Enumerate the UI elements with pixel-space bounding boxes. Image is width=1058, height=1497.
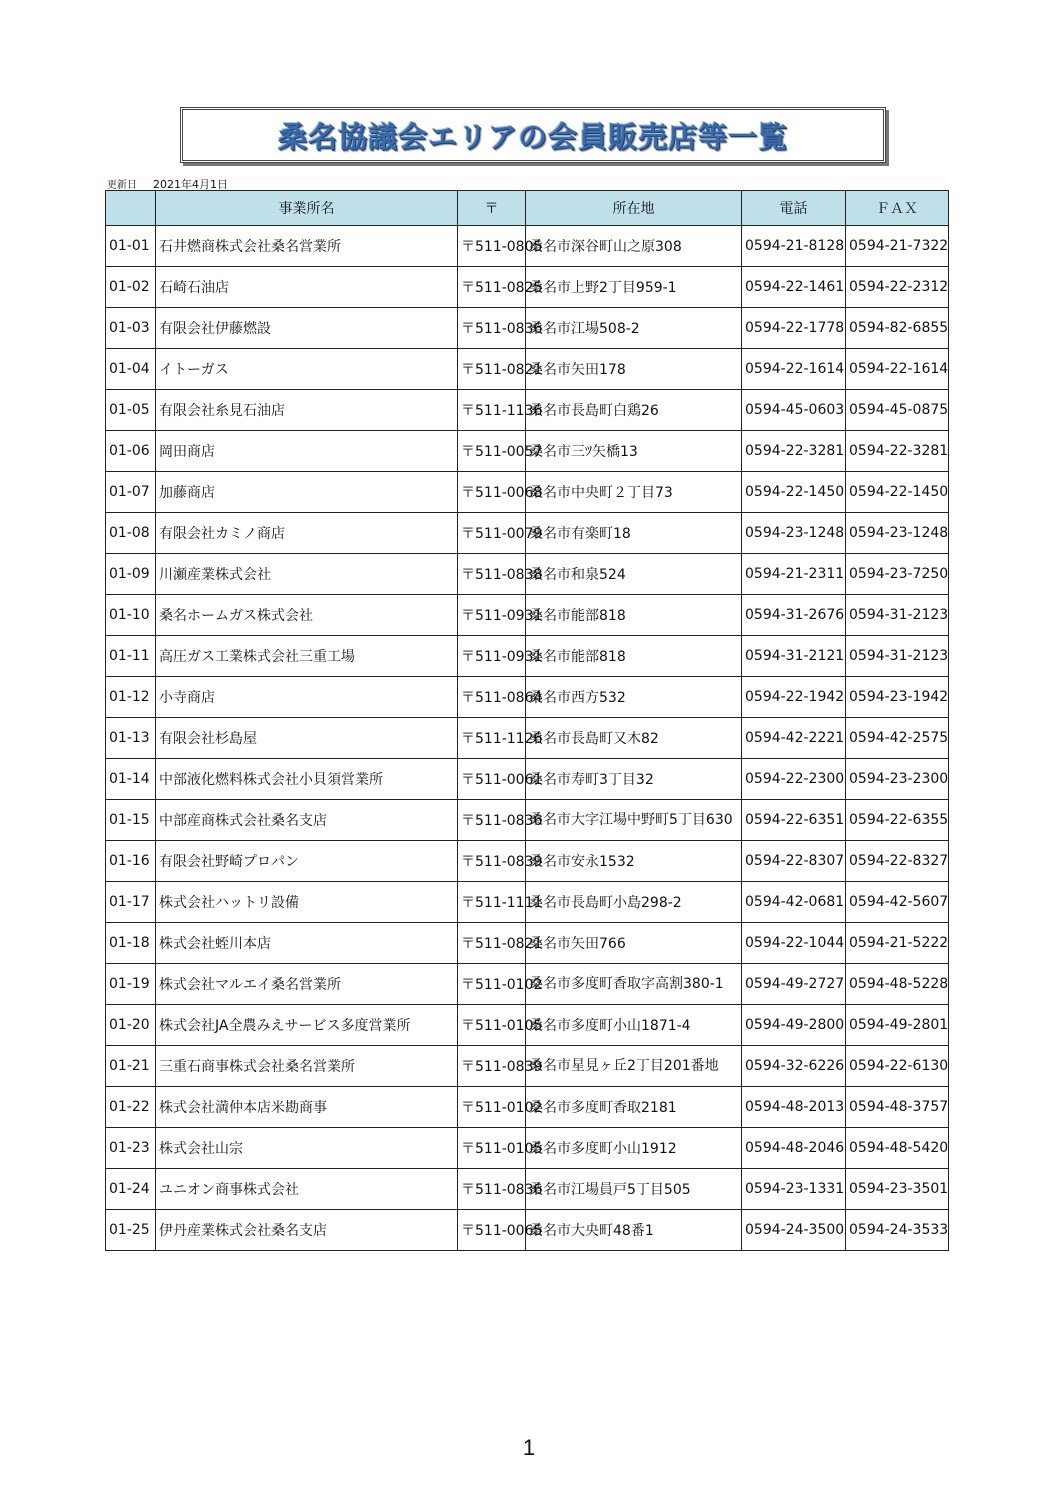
cell-no: 01-22 xyxy=(106,1087,156,1128)
cell-fax: 0594-48-3757 xyxy=(846,1087,949,1128)
cell-address: 桑名市大央町48番1 xyxy=(526,1210,742,1251)
cell-name: 中部液化燃料株式会社小貝須営業所 xyxy=(156,759,458,800)
cell-fax: 0594-23-2300 xyxy=(846,759,949,800)
table-row xyxy=(106,1087,949,1128)
cell-address: 桑名市矢田178 xyxy=(526,349,742,390)
cell-no: 01-24 xyxy=(106,1169,156,1210)
cell-fax: 0594-22-1614 xyxy=(846,349,949,390)
table-row xyxy=(106,923,949,964)
cell-zip: 〒511-0057 xyxy=(458,431,526,472)
table-row xyxy=(106,718,949,759)
cell-fax: 0594-42-2575 xyxy=(846,718,949,759)
cell-tel: 0594-22-1461 xyxy=(742,267,846,308)
table-row xyxy=(106,226,949,267)
cell-no: 01-25 xyxy=(106,1210,156,1251)
cell-name: 加藤商店 xyxy=(156,472,458,513)
cell-tel: 0594-22-1614 xyxy=(742,349,846,390)
cell-address: 桑名市中央町２丁目73 xyxy=(526,472,742,513)
cell-tel: 0594-48-2013 xyxy=(742,1087,846,1128)
cell-name: 株式会社マルエイ桑名営業所 xyxy=(156,964,458,1005)
cell-no: 01-20 xyxy=(106,1005,156,1046)
cell-tel: 0594-24-3500 xyxy=(742,1210,846,1251)
cell-tel: 0594-42-2221 xyxy=(742,718,846,759)
header-fax: ＦＡＸ xyxy=(846,191,949,226)
cell-name: 株式会社ハットリ設備 xyxy=(156,882,458,923)
cell-name: 有限会社糸見石油店 xyxy=(156,390,458,431)
table-row xyxy=(106,1210,949,1251)
cell-name: 高圧ガス工業株式会社三重工場 xyxy=(156,636,458,677)
cell-fax: 0594-22-3281 xyxy=(846,431,949,472)
cell-no: 01-06 xyxy=(106,431,156,472)
header-tel: 電話 xyxy=(742,191,846,226)
cell-fax: 0594-23-7250 xyxy=(846,554,949,595)
cell-address: 桑名市和泉524 xyxy=(526,554,742,595)
cell-zip: 〒511-0836 xyxy=(458,1169,526,1210)
cell-zip: 〒511-0105 xyxy=(458,1128,526,1169)
page-number: 1 xyxy=(522,1435,536,1460)
cell-address: 桑名市西方532 xyxy=(526,677,742,718)
cell-name: 株式会社山宗 xyxy=(156,1128,458,1169)
cell-tel: 0594-22-1044 xyxy=(742,923,846,964)
cell-address: 桑名市深谷町山之原308 xyxy=(526,226,742,267)
cell-fax: 0594-49-2801 xyxy=(846,1005,949,1046)
table-row xyxy=(106,759,949,800)
cell-no: 01-02 xyxy=(106,267,156,308)
table-row xyxy=(106,349,949,390)
cell-no: 01-11 xyxy=(106,636,156,677)
cell-zip: 〒511-0864 xyxy=(458,677,526,718)
cell-fax: 0594-31-2123 xyxy=(846,636,949,677)
cell-no: 01-16 xyxy=(106,841,156,882)
cell-fax: 0594-31-2123 xyxy=(846,595,949,636)
cell-zip: 〒511-0931 xyxy=(458,636,526,677)
cell-zip: 〒511-0065 xyxy=(458,1210,526,1251)
cell-fax: 0594-48-5420 xyxy=(846,1128,949,1169)
cell-tel: 0594-31-2676 xyxy=(742,595,846,636)
cell-name: 石井燃商株式会社桑名営業所 xyxy=(156,226,458,267)
updated-label: 更新日 xyxy=(107,180,137,191)
cell-zip: 〒511-0836 xyxy=(458,308,526,349)
cell-name: 株式会社蛭川本店 xyxy=(156,923,458,964)
cell-tel: 0594-45-0603 xyxy=(742,390,846,431)
cell-no: 01-21 xyxy=(106,1046,156,1087)
cell-zip: 〒511-1111 xyxy=(458,882,526,923)
cell-name: 三重石商事株式会社桑名営業所 xyxy=(156,1046,458,1087)
header-no xyxy=(106,191,156,226)
header-zip: 〒 xyxy=(458,191,526,226)
cell-address: 桑名市長島町小島298-2 xyxy=(526,882,742,923)
cell-address: 桑名市有楽町18 xyxy=(526,513,742,554)
cell-tel: 0594-48-2046 xyxy=(742,1128,846,1169)
table-row xyxy=(106,1005,949,1046)
cell-tel: 0594-22-1778 xyxy=(742,308,846,349)
table-row xyxy=(106,882,949,923)
table-row xyxy=(106,964,949,1005)
cell-name: 有限会社野崎プロパン xyxy=(156,841,458,882)
cell-tel: 0594-49-2727 xyxy=(742,964,846,1005)
cell-address: 桑名市多度町香取字高割380-1 xyxy=(526,964,742,1005)
cell-address: 桑名市江場508-2 xyxy=(526,308,742,349)
cell-address: 桑名市矢田766 xyxy=(526,923,742,964)
cell-no: 01-10 xyxy=(106,595,156,636)
table-row xyxy=(106,431,949,472)
cell-name: 川瀬産業株式会社 xyxy=(156,554,458,595)
cell-zip: 〒511-0102 xyxy=(458,964,526,1005)
cell-tel: 0594-21-8128 xyxy=(742,226,846,267)
cell-zip: 〒511-0079 xyxy=(458,513,526,554)
cell-tel: 0594-23-1248 xyxy=(742,513,846,554)
cell-zip: 〒511-0931 xyxy=(458,595,526,636)
cell-name: イトーガス xyxy=(156,349,458,390)
cell-no: 01-01 xyxy=(106,226,156,267)
cell-address: 桑名市長島町白鶏26 xyxy=(526,390,742,431)
cell-tel: 0594-22-6351 xyxy=(742,800,846,841)
cell-fax: 0594-23-3501 xyxy=(846,1169,949,1210)
cell-fax: 0594-24-3533 xyxy=(846,1210,949,1251)
cell-no: 01-08 xyxy=(106,513,156,554)
cell-zip: 〒511-0105 xyxy=(458,1005,526,1046)
member-table xyxy=(105,190,949,1251)
cell-name: ユニオン商事株式会社 xyxy=(156,1169,458,1210)
cell-zip: 〒511-1136 xyxy=(458,390,526,431)
cell-address: 桑名市大字江場中野町5丁目630 xyxy=(526,800,742,841)
table-row xyxy=(106,800,949,841)
header-address: 所在地 xyxy=(526,191,742,226)
table-row xyxy=(106,513,949,554)
cell-zip: 〒511-0825 xyxy=(458,267,526,308)
table-row xyxy=(106,841,949,882)
cell-address: 桑名市能部818 xyxy=(526,595,742,636)
cell-zip: 〒511-0836 xyxy=(458,800,526,841)
cell-name: 株式会社JA全農みえサービス多度営業所 xyxy=(156,1005,458,1046)
cell-zip: 〒511-0839 xyxy=(458,841,526,882)
cell-zip: 〒511-0102 xyxy=(458,1087,526,1128)
table-row xyxy=(106,554,949,595)
cell-no: 01-23 xyxy=(106,1128,156,1169)
cell-tel: 0594-22-3281 xyxy=(742,431,846,472)
page-title: 桑名協議会エリアの会員販売店等一覧 xyxy=(277,119,788,154)
table-row xyxy=(106,1046,949,1087)
cell-zip: 〒511-1126 xyxy=(458,718,526,759)
cell-fax: 0594-45-0875 xyxy=(846,390,949,431)
cell-name: 伊丹産業株式会社桑名支店 xyxy=(156,1210,458,1251)
cell-tel: 0594-32-6226 xyxy=(742,1046,846,1087)
cell-zip: 〒511-0061 xyxy=(458,759,526,800)
cell-zip: 〒511-0805 xyxy=(458,226,526,267)
cell-no: 01-09 xyxy=(106,554,156,595)
cell-name: 有限会社伊藤燃設 xyxy=(156,308,458,349)
cell-fax: 0594-82-6855 xyxy=(846,308,949,349)
cell-fax: 0594-22-8327 xyxy=(846,841,949,882)
cell-fax: 0594-48-5228 xyxy=(846,964,949,1005)
cell-address: 桑名市安永1532 xyxy=(526,841,742,882)
cell-no: 01-15 xyxy=(106,800,156,841)
cell-address: 桑名市多度町香取2181 xyxy=(526,1087,742,1128)
cell-tel: 0594-22-1942 xyxy=(742,677,846,718)
cell-fax: 0594-21-7322 xyxy=(846,226,949,267)
cell-address: 桑名市寿町3丁目32 xyxy=(526,759,742,800)
cell-address: 桑名市星見ヶ丘2丁目201番地 xyxy=(526,1046,742,1087)
cell-zip: 〒511-0068 xyxy=(458,472,526,513)
cell-name: 株式会社満仲本店米勘商事 xyxy=(156,1087,458,1128)
cell-name: 岡田商店 xyxy=(156,431,458,472)
table-row xyxy=(106,1128,949,1169)
table-row xyxy=(106,677,949,718)
cell-tel: 0594-22-8307 xyxy=(742,841,846,882)
cell-tel: 0594-31-2121 xyxy=(742,636,846,677)
cell-name: 有限会社杉島屋 xyxy=(156,718,458,759)
cell-tel: 0594-22-1450 xyxy=(742,472,846,513)
cell-no: 01-07 xyxy=(106,472,156,513)
cell-fax: 0594-23-1942 xyxy=(846,677,949,718)
cell-no: 01-18 xyxy=(106,923,156,964)
cell-name: 有限会社カミノ商店 xyxy=(156,513,458,554)
cell-name: 小寺商店 xyxy=(156,677,458,718)
table-row xyxy=(106,595,949,636)
cell-name: 桑名ホームガス株式会社 xyxy=(156,595,458,636)
table-row xyxy=(106,390,949,431)
cell-no: 01-04 xyxy=(106,349,156,390)
cell-no: 01-05 xyxy=(106,390,156,431)
cell-fax: 0594-22-2312 xyxy=(846,267,949,308)
title-box xyxy=(180,107,886,163)
table-row xyxy=(106,308,949,349)
cell-tel: 0594-49-2800 xyxy=(742,1005,846,1046)
table-row xyxy=(106,1169,949,1210)
cell-address: 桑名市上野2丁目959-1 xyxy=(526,267,742,308)
cell-zip: 〒511-0821 xyxy=(458,923,526,964)
header-name: 事業所名 xyxy=(156,191,458,226)
cell-no: 01-14 xyxy=(106,759,156,800)
cell-name: 中部産商株式会社桑名支店 xyxy=(156,800,458,841)
cell-tel: 0594-23-1331 xyxy=(742,1169,846,1210)
updated-date: 2021年4月1日 xyxy=(153,178,228,191)
cell-address: 桑名市長島町又木82 xyxy=(526,718,742,759)
cell-fax: 0594-42-5607 xyxy=(846,882,949,923)
cell-name: 石崎石油店 xyxy=(156,267,458,308)
cell-no: 01-17 xyxy=(106,882,156,923)
table-row xyxy=(106,267,949,308)
cell-address: 桑名市多度町小山1912 xyxy=(526,1128,742,1169)
cell-tel: 0594-22-2300 xyxy=(742,759,846,800)
cell-tel: 0594-42-0681 xyxy=(742,882,846,923)
cell-address: 桑名市三ﾂ矢橋13 xyxy=(526,431,742,472)
cell-address: 桑名市江場員戸5丁目505 xyxy=(526,1169,742,1210)
cell-zip: 〒511-0838 xyxy=(458,554,526,595)
table-row xyxy=(106,636,949,677)
cell-address: 桑名市多度町小山1871-4 xyxy=(526,1005,742,1046)
cell-zip: 〒511-0839 xyxy=(458,1046,526,1087)
cell-no: 01-12 xyxy=(106,677,156,718)
table-row xyxy=(106,472,949,513)
cell-no: 01-03 xyxy=(106,308,156,349)
cell-zip: 〒511-0821 xyxy=(458,349,526,390)
cell-fax: 0594-21-5222 xyxy=(846,923,949,964)
cell-fax: 0594-22-6355 xyxy=(846,800,949,841)
cell-address: 桑名市能部818 xyxy=(526,636,742,677)
cell-tel: 0594-21-2311 xyxy=(742,554,846,595)
cell-no: 01-19 xyxy=(106,964,156,1005)
table-header-row xyxy=(106,191,949,226)
cell-fax: 0594-23-1248 xyxy=(846,513,949,554)
cell-fax: 0594-22-6130 xyxy=(846,1046,949,1087)
cell-no: 01-13 xyxy=(106,718,156,759)
cell-fax: 0594-22-1450 xyxy=(846,472,949,513)
